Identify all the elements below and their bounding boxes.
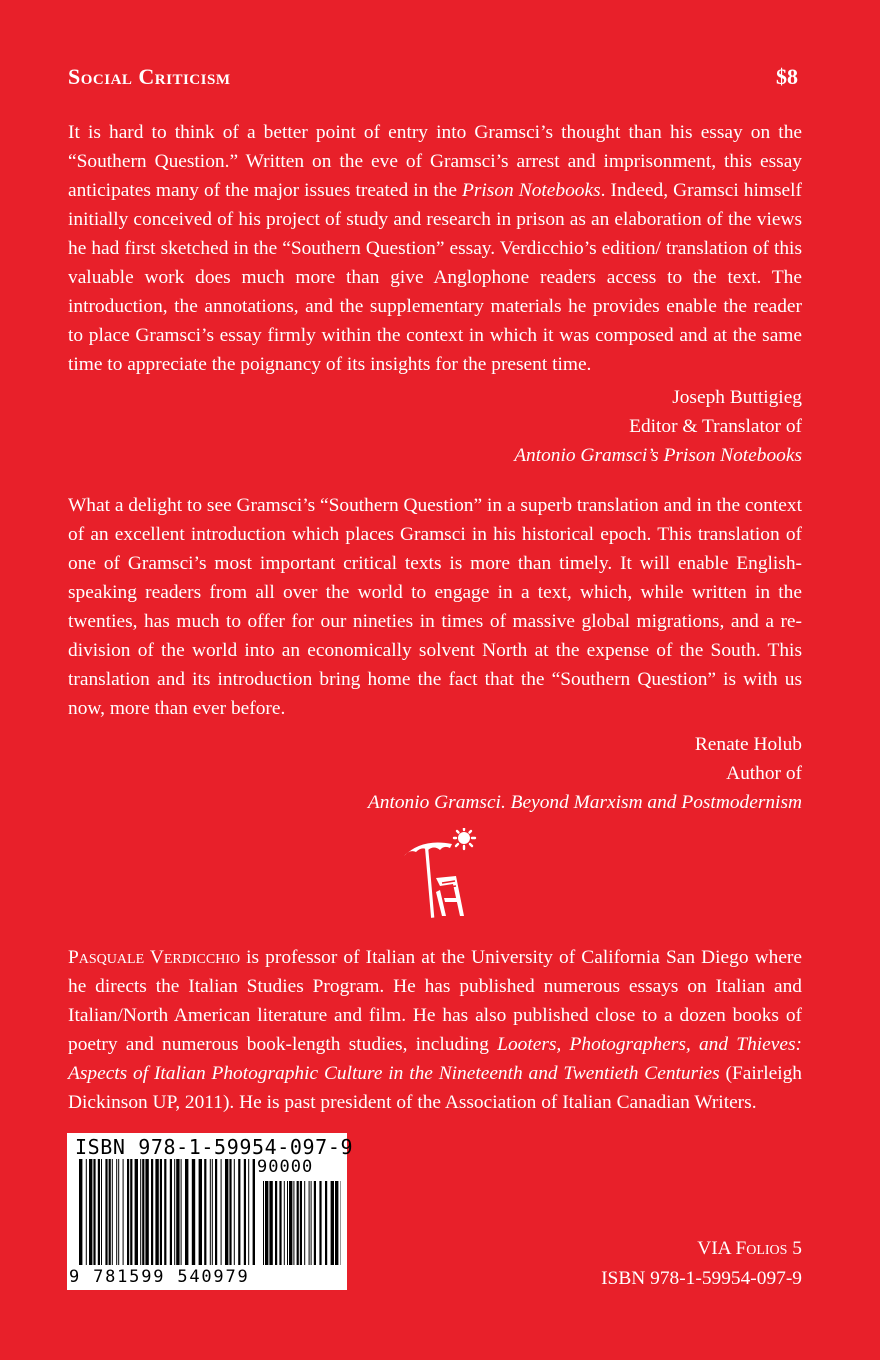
barcode-price-code: 90000 [257, 1157, 314, 1177]
ean-barcode-bars [79, 1159, 255, 1269]
barcode-bar [229, 1159, 231, 1265]
blurb-2-work: Antonio Gramsci. Beyond Marxism and Postmodernism [367, 792, 802, 813]
barcode-bar [112, 1159, 113, 1265]
barcode-bar [176, 1159, 179, 1265]
barcode-bar [155, 1159, 158, 1265]
blurb-1-author: Joseph Buttigieg [672, 387, 802, 408]
blurb-2-text: What a delight to see Gramsci’s “Southern Question” in a superb translation and in the context of an excellent introduction which places Gramsci in his historical epoch. This translation of one of Gramsci’s most important critical texts is more than timely. It will enable English-speaking readers from all over the world to engage in a text, which, while written in the twenties, has much to offer for our nineties in times of massive global migrations, and a re-division of the world into an economically solvent North at the expense of the South. This translation and its introduction bring home the fact that the “Southern Question” is with us now, more than ever before. [68, 495, 802, 719]
barcode-bar [127, 1159, 129, 1265]
barcode-bar [225, 1159, 228, 1265]
barcode-bar [199, 1159, 202, 1265]
barcode-bar [311, 1181, 312, 1265]
barcode-bar [244, 1159, 246, 1265]
barcode-bar [151, 1159, 153, 1265]
barcode-bar [287, 1181, 288, 1265]
barcode-bar [284, 1181, 285, 1265]
barcode-bar [181, 1159, 182, 1265]
barcode-bar [123, 1159, 124, 1265]
barcode-bar [109, 1159, 111, 1265]
barcode-bar [116, 1159, 117, 1265]
barcode-isbn-label: ISBN 978-1-59954-097-9 [75, 1135, 354, 1159]
barcode-bar [192, 1159, 195, 1265]
barcode-bar [263, 1181, 264, 1265]
series-isbn: ISBN 978-1-59954-097-9 [601, 1268, 802, 1289]
blurb-1-attribution [514, 383, 802, 470]
barcode-bar [170, 1159, 172, 1265]
barcode-bar [215, 1159, 217, 1265]
barcode-bar [86, 1159, 87, 1265]
barcode-bar [135, 1159, 138, 1265]
header [68, 64, 798, 98]
barcode-bar [79, 1159, 82, 1265]
price-label: $8 [776, 64, 798, 89]
barcode-bar [140, 1159, 141, 1265]
bio-book-title: Looters, Photographers, and Thieves: Aspects of Italian Photographic Culture in the Nineteenth and Twentieth Centuries [68, 1034, 802, 1084]
barcode-bar [309, 1181, 310, 1265]
blurb-2-author: Renate Holub [694, 734, 802, 755]
barcode-bar [234, 1159, 235, 1265]
barcode-bar [160, 1159, 162, 1265]
barcode-bar [164, 1159, 166, 1265]
blurb-2-attribution [368, 730, 802, 817]
barcode-bar [212, 1159, 213, 1265]
barcode-bar [331, 1181, 334, 1265]
blurb-2-role: Author of [726, 763, 802, 784]
category-label: Social Criticism [68, 64, 231, 89]
barcode-bar [304, 1181, 305, 1265]
barcode-bar [93, 1159, 95, 1265]
blurb-1-text: It is hard to think of a better point of entry into Gramsci’s thought than his essay on the “Southern Question.” Written on the eve of Gramsci’s arrest and imprisonment, this essay anticipates many of the major issues treated in the Prison Notebooks. Indeed, Gramsci himself initially conceived of his project of study and research in prison as an elaboration of the views he had first sketched in the “Southern Question” essay. Verdicchio’s edition/ translation of this valuable work does much more than give Anglophone readers access to the text. The introduction, the annotations, and the supplementary materials he provides enable the reader to place Gramsci’s essay firmly within the context in which it was composed and at the same time to appreciate the poignancy of its insights for the present time. [68, 122, 802, 375]
beach-umbrella-logo-icon [400, 828, 484, 924]
barcode-bar [130, 1159, 132, 1265]
barcode-bar [145, 1159, 148, 1265]
addon-barcode-bars [263, 1181, 341, 1281]
barcode-bar [314, 1181, 316, 1265]
barcode-bar [335, 1181, 338, 1265]
barcode-bar [253, 1159, 255, 1265]
barcode-bar [210, 1159, 211, 1265]
isbn-barcode [67, 1133, 354, 1290]
barcode-bar [89, 1159, 92, 1265]
barcode-bar [221, 1159, 222, 1265]
barcode-bar [265, 1181, 268, 1265]
barcode-bar [101, 1159, 102, 1265]
barcode-bar [300, 1181, 302, 1265]
barcode-ean-digits: 9 781599 540979 [69, 1267, 250, 1287]
barcode-bar [238, 1159, 240, 1265]
barcode-bar [185, 1159, 188, 1265]
blurb-1-italic: Prison Notebooks [462, 180, 601, 201]
bio-author-name: Pasquale Verdicchio [68, 947, 241, 968]
barcode-bar [204, 1159, 206, 1265]
barcode-bar [297, 1181, 299, 1265]
barcode-bar [248, 1159, 249, 1265]
barcode-bar [279, 1181, 281, 1265]
barcode-bar [269, 1181, 272, 1265]
barcode-bar [118, 1159, 119, 1265]
barcode-bar [325, 1181, 327, 1265]
series-name: VIA Folios 5 [697, 1238, 802, 1259]
barcode-bar [98, 1159, 100, 1265]
barcode-bar [289, 1181, 292, 1265]
series-info [601, 1234, 802, 1294]
blurb-1-role: Editor & Translator of [629, 416, 802, 437]
barcode-bar [105, 1159, 107, 1265]
barcode-bar [319, 1181, 321, 1265]
barcode-bar [275, 1181, 277, 1265]
barcode-bar [174, 1159, 175, 1265]
barcode-bar [142, 1159, 144, 1265]
barcode-bar [293, 1181, 294, 1265]
blurb-1-work: Antonio Gramsci’s Prison Notebooks [514, 445, 802, 466]
author-bio: Pasquale Verdicchio is professor of Italian at the University of California San Diego where he directs the Italian Studies Program. He has published numerous essays on Italian and Italian/North American literature and film. He has also published close to a dozen books of poetry and numerous book-length studies, including Looters, Photographers, and Thieves: Aspects of Italian Photographic Culture in the Nineteenth and Twentieth Centuries (Fairleigh Dickinson UP, 2011). He is past president of the Association of Italian Canadian Writers. [68, 947, 802, 1113]
